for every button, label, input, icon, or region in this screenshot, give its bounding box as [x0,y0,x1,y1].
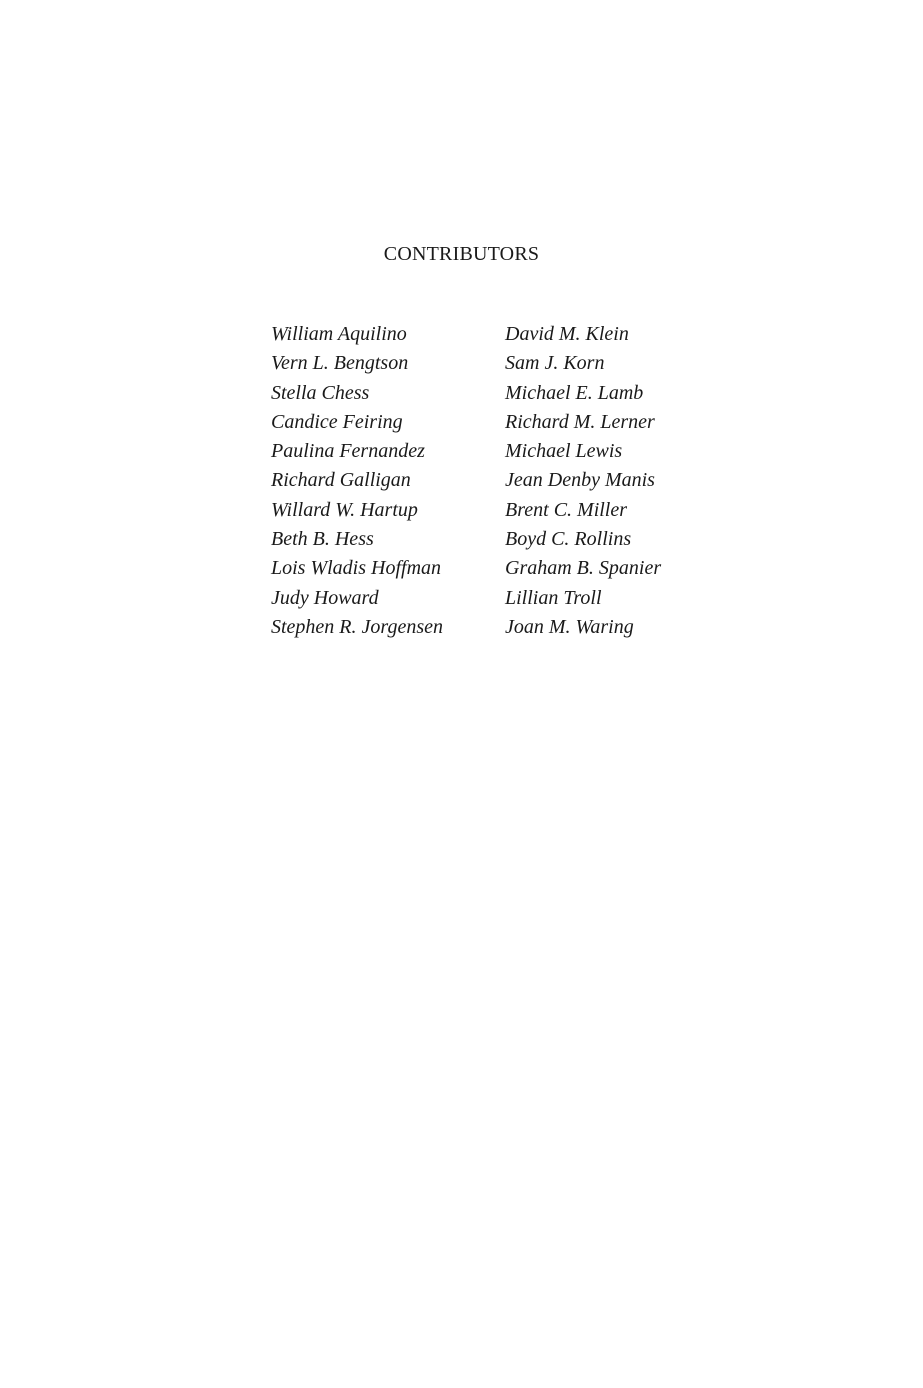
contributors-list-left [271,320,443,642]
contributor-name: Lois Wladis Hoffman [271,557,442,580]
contributor-name: Sam J. Korn [505,352,605,375]
contributor-name: Michael Lewis [505,440,623,463]
contributor-name: Paulina Fernandez [271,440,425,463]
contributor-name: William Aquilino [271,323,407,345]
contributor-name: Jean Denby Manis [505,469,655,492]
contributor-name: Boyd C. Rollins [505,528,632,551]
contributor-name: Michael E. Lamb [505,381,644,404]
contributor-name: Richard M. Lerner [505,410,655,433]
contributor-name: Lillian Troll [505,586,602,609]
contributor-name: Brent C. Miller [505,498,628,521]
contributor-name: David M. Klein [505,323,629,345]
contributor-name: Candice Feiring [271,410,403,433]
contributor-name: Stella Chess [271,381,370,404]
contributor-name: Stephen R. Jorgensen [271,615,443,638]
contributor-name: Willard W. Hartup [271,498,418,521]
page-title: CONTRIBUTORS [383,243,540,265]
contributor-name: Graham B. Spanier [505,557,662,580]
contributors-list-right [505,320,661,642]
contributor-name: Beth B. Hess [271,528,374,551]
contributor-name: Vern L. Bengtson [271,352,409,375]
contributor-name: Joan M. Waring [505,615,634,638]
contributor-name: Judy Howard [271,586,379,609]
contributor-name: Richard Galligan [271,469,411,492]
